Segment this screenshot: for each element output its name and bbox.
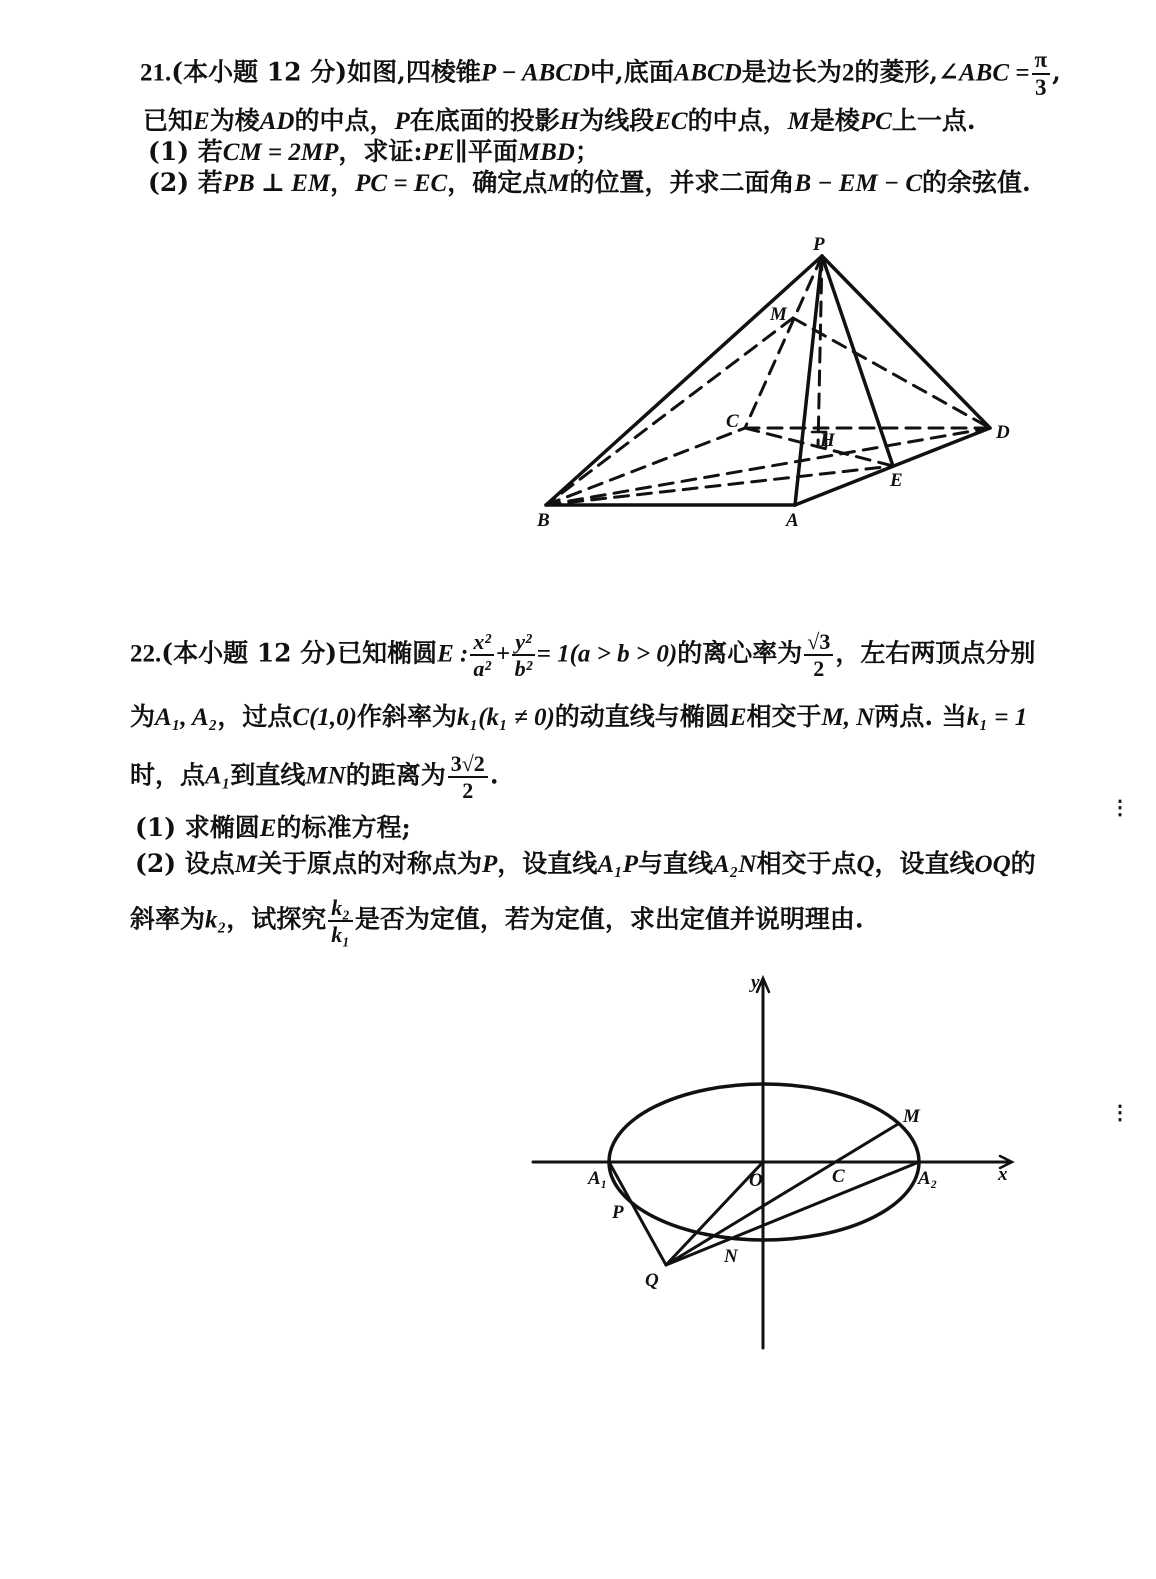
edge-PC: [745, 256, 822, 428]
q21-angle: ∠ABC =: [938, 59, 1030, 87]
pyramid-labels: [536, 234, 1010, 531]
q22-var: A₁, A₂: [155, 704, 218, 731]
q22-text: ，设直线: [874, 849, 975, 878]
label-N: N: [724, 1246, 738, 1267]
q21-text: ∥平面: [454, 137, 518, 166]
q22-var: MN: [305, 762, 346, 790]
q21-var: CM = 2MP: [222, 139, 339, 166]
label-D: D: [996, 422, 1010, 443]
edge-MD: [793, 318, 990, 428]
q21-text: 为棱: [209, 106, 260, 135]
label-C: C: [726, 411, 739, 432]
q22-text: 斜率为: [130, 904, 206, 934]
q22-equation: = 1(a > b > 0): [536, 640, 678, 668]
label-Q: Q: [645, 1270, 659, 1291]
q22-text: 的动直线与椭圆: [554, 702, 730, 731]
label-B: B: [537, 510, 550, 531]
margin-mark: ⋮: [1110, 795, 1130, 819]
label-O: O: [749, 1170, 763, 1191]
q21-text: 为线段: [579, 106, 655, 135]
q21-text: 是边长为: [741, 57, 842, 87]
q22-text: 的距离为: [345, 760, 446, 790]
q22-var: M, N: [821, 704, 875, 731]
edge-MB: [546, 318, 793, 505]
fraction-numerator: π: [1032, 48, 1051, 75]
ellipse-labels: [587, 972, 1008, 1291]
q22-var: A₁: [205, 762, 231, 790]
edge-BD: [546, 428, 990, 505]
q22-text: 的标准方程;: [276, 813, 411, 842]
q21-text: 上一点.: [891, 106, 976, 135]
q21-text: ,: [1052, 57, 1061, 87]
q22-text: 到直线: [230, 760, 306, 790]
q22-var: OQ: [974, 851, 1011, 878]
q22-var: A₁P: [597, 851, 638, 878]
label-H: H: [820, 430, 835, 451]
q21-var: AD: [259, 108, 295, 135]
q22-text: 是否为定值，若为定值，求出定值并说明理由.: [354, 904, 864, 934]
q22-text: 与直线: [637, 849, 713, 878]
label-P: P: [813, 234, 825, 255]
label-M: M: [903, 1106, 920, 1127]
q22-number: 22.: [130, 640, 162, 668]
q21-base: ABCD: [673, 59, 742, 87]
line-MN: [666, 1124, 898, 1265]
q22-var: E :: [437, 640, 469, 668]
pyramid-figure: [546, 256, 990, 505]
q21-side: 2: [841, 59, 855, 87]
fraction-numerator: k₂: [328, 896, 353, 922]
edge-CE: [745, 428, 893, 466]
ellipse-figure: [533, 978, 1012, 1348]
q22-text: ，左右两顶点分别: [835, 638, 1036, 668]
q22-var: k₁ = 1: [966, 704, 1028, 731]
q21-var: E: [193, 108, 210, 135]
q21-text: 的菱形,: [854, 57, 939, 87]
q21-var: PE: [422, 139, 455, 166]
q21-var: M: [787, 108, 810, 135]
label-A: A: [786, 510, 799, 531]
q22-var: k₂: [205, 906, 227, 934]
label-x: x: [998, 1164, 1008, 1185]
q21-text: 的中点，: [294, 106, 395, 135]
fraction-denominator: k₁: [331, 922, 350, 948]
label-A2: A₂: [918, 1168, 938, 1189]
fraction-denominator: 3: [1035, 75, 1047, 101]
q22-plus: +: [495, 640, 511, 668]
q21-var: EC: [654, 108, 688, 135]
fraction-denominator: 2: [462, 778, 474, 804]
edge-PD: [822, 256, 990, 428]
q22-text: .: [489, 760, 499, 790]
q22-text: 相交于点: [756, 849, 857, 878]
label-y: y: [751, 972, 760, 993]
label-M: M: [770, 304, 787, 325]
fraction-numerator: x²: [470, 630, 494, 656]
q22-text: 两点. 当: [874, 702, 967, 731]
label-A1: A₁: [588, 1168, 608, 1189]
q22-text: 的: [1010, 849, 1036, 878]
q22-text: 相交于: [746, 702, 822, 731]
label-E: E: [890, 470, 903, 491]
q21-text: 中,底面: [589, 57, 674, 87]
fraction-denominator: b²: [514, 656, 533, 682]
q22-text: 关于原点的对称点为: [257, 849, 483, 878]
q21-var: M: [547, 170, 570, 197]
q21-text: ，确定点: [447, 168, 548, 197]
q22-text: ，试探究: [226, 904, 327, 934]
q22-text: 作斜率为: [356, 702, 457, 731]
q21-text: 在底面的投影: [409, 106, 560, 135]
q21-var: PC: [859, 108, 892, 135]
fraction-numerator: y²: [512, 630, 534, 656]
q21-text: 已知: [143, 106, 194, 135]
q22-var: E: [729, 704, 747, 731]
fraction-denominator: a²: [473, 656, 491, 682]
q21-var: B − EM − C: [794, 170, 923, 197]
label-P: P: [612, 1202, 624, 1223]
q21-var: H: [559, 108, 580, 135]
q21-text: ，: [330, 168, 356, 197]
q22-text: ，过点: [217, 702, 293, 731]
q22-text: 时，点: [130, 760, 206, 790]
q22-score: (本小题 12 分): [161, 638, 338, 668]
margin-mark: ⋮: [1110, 1100, 1130, 1124]
q22-var: Q: [856, 851, 875, 878]
q22-text: (1) 求椭圆: [135, 813, 260, 842]
q21-text: 是棱: [809, 106, 860, 135]
q21-text: (1) 若: [148, 137, 223, 166]
q22-var: M: [234, 851, 257, 878]
q21-text: ；: [574, 137, 600, 166]
q22-var: E: [259, 815, 277, 842]
q21-text: 的位置，并求二面角: [569, 168, 795, 197]
q21-text: (2) 若: [148, 168, 223, 197]
q22-text: ，设直线: [497, 849, 598, 878]
q22-var: A₂N: [713, 851, 757, 878]
q21-text: 如图,四棱锥: [347, 57, 481, 87]
q22-text: 的离心率为: [677, 638, 803, 668]
q22-var: C(1,0): [292, 704, 357, 731]
q21-var: PC = EC: [355, 170, 448, 197]
q22-var: P: [482, 851, 498, 878]
edge-PB: [546, 256, 822, 505]
q22-text: 已知椭圆: [337, 638, 438, 668]
q21-score: (本小题 12 分): [171, 57, 348, 87]
q21-number: 21.: [140, 59, 172, 87]
q21-var: P: [394, 108, 410, 135]
fraction-numerator: 3√2: [448, 752, 488, 778]
q21-text: 的中点，: [687, 106, 788, 135]
q21-var: PB ⊥ EM: [222, 170, 331, 197]
q21-text: ，求证:: [338, 137, 423, 166]
q21-pyramid: P − ABCD: [480, 59, 590, 87]
q21-text: 的余弦值.: [922, 168, 1031, 197]
fraction-numerator: √3: [804, 630, 833, 656]
label-C: C: [832, 1166, 845, 1187]
q22-text: (2) 设点: [135, 849, 235, 878]
q22-text: 为: [130, 702, 156, 731]
fraction-denominator: 2: [813, 656, 825, 682]
q22-var: k₁(k₁ ≠ 0): [456, 704, 555, 731]
q21-var: MBD: [517, 139, 575, 166]
